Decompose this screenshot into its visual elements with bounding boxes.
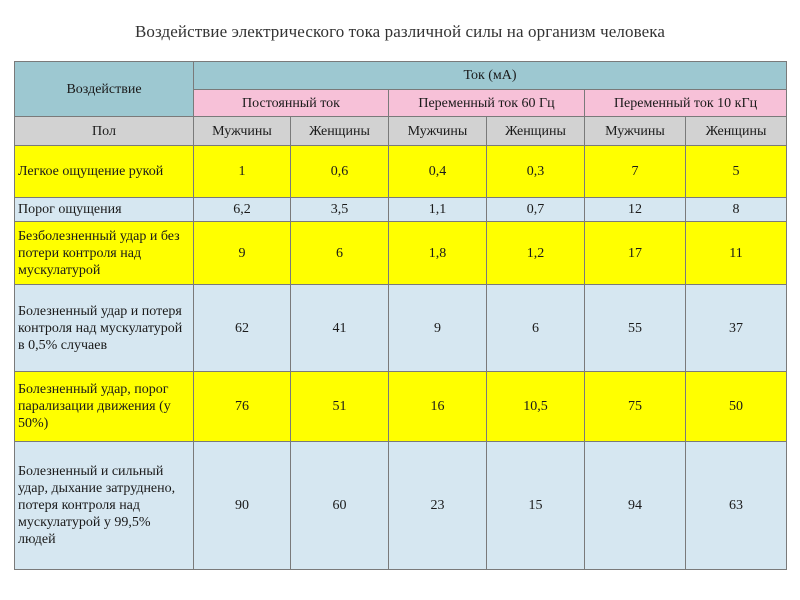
table-row [15,372,787,442]
sex-header: Пол [15,117,194,146]
value-cell: 15 [487,442,585,570]
value-cell: 6 [291,222,389,285]
effect-cell: Порог ощущения [15,198,194,222]
value-cell: 3,5 [291,198,389,222]
value-cell: 6,2 [194,198,291,222]
value-cell: 5 [686,146,787,198]
sex-header-cell: Мужчины [585,117,686,146]
sex-header-cell: Мужчины [194,117,291,146]
table-row [15,285,787,372]
value-cell: 37 [686,285,787,372]
value-cell: 63 [686,442,787,570]
sex-header-cell: Женщины [686,117,787,146]
table-row [15,198,787,222]
group-header-ac-10khz: Переменный ток 10 кГц [585,90,787,117]
value-cell: 9 [389,285,487,372]
value-cell: 11 [686,222,787,285]
value-cell: 76 [194,372,291,442]
value-cell: 1,2 [487,222,585,285]
value-cell: 50 [686,372,787,442]
value-cell: 8 [686,198,787,222]
value-cell: 60 [291,442,389,570]
value-cell: 1,1 [389,198,487,222]
page-title: Воздействие электрического тока различной силы на организм человека [134,22,665,41]
effect-cell: Легкое ощущение рукой [15,146,194,198]
value-cell: 55 [585,285,686,372]
value-cell: 0,4 [389,146,487,198]
value-cell: 9 [194,222,291,285]
value-cell: 17 [585,222,686,285]
value-cell: 10,5 [487,372,585,442]
effect-cell: Безболезненный удар и без потери контроля над мускулатурой [15,222,194,285]
group-header-dc: Постоянный ток [194,90,389,117]
value-cell: 1 [194,146,291,198]
header-row-sex [15,117,787,146]
sex-header-cell: Мужчины [389,117,487,146]
value-cell: 75 [585,372,686,442]
header-row-current [15,62,787,90]
effect-header: Воздействие [15,62,194,117]
value-cell: 12 [585,198,686,222]
sex-header-cell: Женщины [291,117,389,146]
value-cell: 94 [585,442,686,570]
value-cell: 7 [585,146,686,198]
value-cell: 0,3 [487,146,585,198]
value-cell: 1,8 [389,222,487,285]
value-cell: 0,6 [291,146,389,198]
effect-cell: Болезненный удар, порог парализации движения (у 50%) [15,372,194,442]
value-cell: 16 [389,372,487,442]
value-cell: 62 [194,285,291,372]
effect-cell: Болезненный удар и потеря контроля над мускулатурой в 0,5% случаев [15,285,194,372]
value-cell: 90 [194,442,291,570]
table-row [15,146,787,198]
table-row [15,222,787,285]
value-cell: 23 [389,442,487,570]
table-row [15,442,787,570]
value-cell: 41 [291,285,389,372]
value-cell: 0,7 [487,198,585,222]
group-header-ac-60hz: Переменный ток 60 Гц [389,90,585,117]
effect-cell: Болезненный и сильный удар, дыхание затруднено, потеря контроля над мускулатурой у 99,5% людей [15,442,194,570]
value-cell: 6 [487,285,585,372]
value-cell: 51 [291,372,389,442]
current-effects-table [14,61,787,570]
current-header: Ток (мА) [194,62,787,90]
sex-header-cell: Женщины [487,117,585,146]
